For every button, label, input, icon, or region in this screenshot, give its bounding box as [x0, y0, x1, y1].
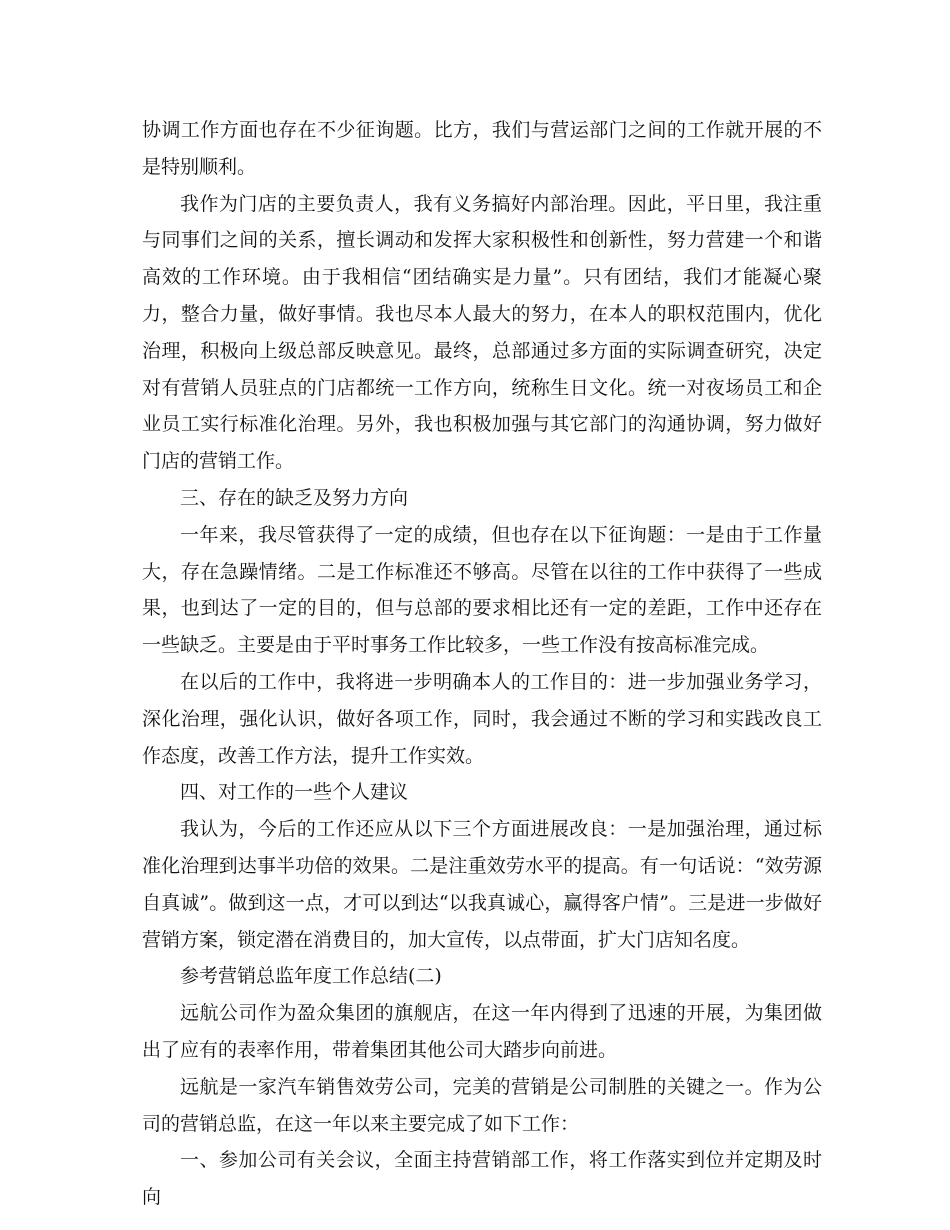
paragraph-shortcomings: 一年来，我尽管获得了一定的成绩，但也存在以下征询题：一是由于工作量大，存在急躁情绪。二是工作标准还不够高。尽管在以往的工作中获得了一些成果，也到达了一定的目的，但与总部的要求相比还有一定的差距，工作中还存在一些缺乏。主要是由于平时事务工作比较多，一些工作没有按高标准完成。	[142, 523, 822, 657]
paragraph-future-work: 在以后的工作中，我将进一步明确本人的工作目的：进一步加强业务学习，深化治理，强化认识，做好各项工作，同时，我会通过不断的学习和实践改良工作态度，改善工作方法，提升工作实效。	[142, 670, 822, 767]
section-heading-suggestions: 四、对工作的一些个人建议	[180, 781, 409, 804]
paragraph-continuation: 协调工作方面也存在不少征询题。比方，我们与营运部门之间的工作就开展的不是特别顺利。	[142, 119, 822, 178]
paragraph-company-intro: 远航公司作为盈众集团的旗舰店，在这一年内得到了迅速的开展，为集团做出了应有的表率作用，带着集团其他公司大踏步向前进。	[142, 1002, 822, 1061]
document-subtitle-part-two: 参考营销总监年度工作总结(二)	[180, 965, 442, 988]
document-body	[142, 112, 822, 1216]
paragraph-suggestions: 我认为，今后的工作还应从以下三个方面进展改良：一是加强治理，通过标准化治理到达事半功倍的效果。二是注重效劳水平的提高。有一句话说：“效劳源自真诚”。做到这一点，才可以到达“以我真诚心，赢得客户情”。三是进一步做好营销方案，锁定潜在消费目的，加大宣传，以点带面，扩大门店知名度。	[142, 818, 822, 951]
paragraph-internal-management: 我作为门店的主要负责人，我有义务搞好内部治理。因此，平日里，我注重与同事们之间的关系，擅长调动和发挥大家积极性和创新性，努力营建一个和谐高效的工作环境。由于我相信“团结确实是力量”。只有团结，我们才能凝心聚力，整合力量，做好事情。我也尽本人最大的努力，在本人的职权范围内，优化治理，积极向上级总部反映意见。最终，总部通过多方面的实际调查研究，决定对有营销人员驻点的门店都统一工作方向，统称生日文化。统一对夜场员工和企业员工实行标准化治理。另外，我也积极加强与其它部门的沟通协调，努力做好门店的营销工作。	[142, 192, 822, 473]
paragraph-work-item-one: 一、参加公司有关会议，全面主持营销部工作，将工作落实到位并定期及时向	[142, 1149, 822, 1209]
section-heading-shortcomings: 三、存在的缺乏及努力方向	[180, 486, 409, 509]
paragraph-role-intro: 远航是一家汽车销售效劳公司，完美的营销是公司制胜的关键之一。作为公司的营销总监，在这一年以来主要完成了如下工作：	[142, 1075, 822, 1135]
